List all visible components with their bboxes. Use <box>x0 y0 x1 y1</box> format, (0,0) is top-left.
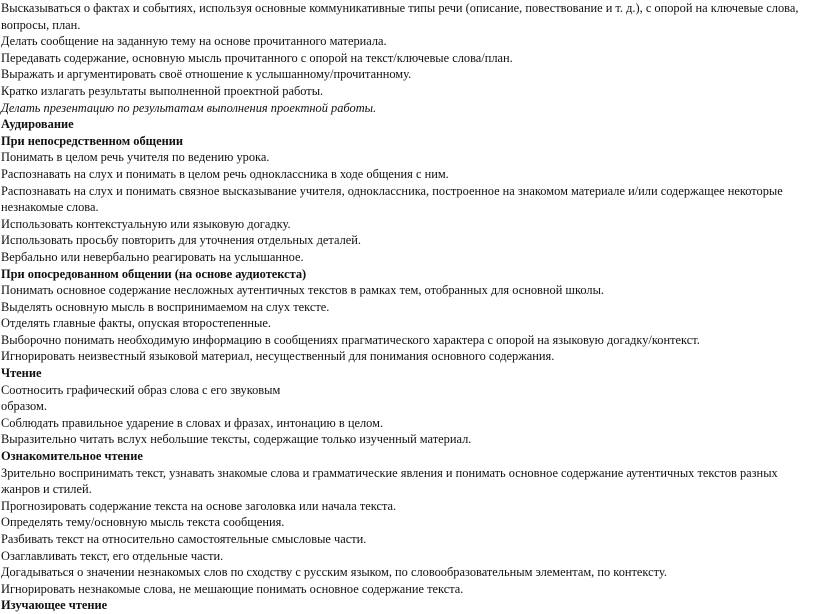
subheading-mediated-communication: При опосредованном общении (на основе аудиотекста) <box>1 266 307 281</box>
text-line-describe-facts: Высказываться о фактах и событиях, используя основные коммуникативные типы речи (описание, повествование и т. д.), с опорой на ключевые слова, вопросы, план. <box>1 1 799 32</box>
text-line-visual-perception: Зрительно воспринимать текст, узнавать знакомые слова и грамматические явления и понимать основное содержание аутентичных текстов разных жанров и стилей. <box>1 465 778 497</box>
text-line-make-report: Делать сообщение на заданную тему на основе прочитанного материала. <box>1 34 387 49</box>
subheading-skimming-reading: Ознакомительное чтение <box>1 449 143 464</box>
text-line-predict-content: Прогнозировать содержание текста на основе заголовка или начала текста. <box>1 498 397 513</box>
text-line-express-attitude: Выражать и аргументировать своё отношение к услышанному/прочитанному. <box>1 67 412 82</box>
text-line-split-text: Разбивать текст на относительно самостоятельные смысловые части. <box>1 532 367 546</box>
text-line-ignore-unknown: Игнорировать неизвестный языковой материал, несущественный для понимания основного содержания. <box>1 349 555 364</box>
text-line-coherent-statement: Распознавать на слух и понимать связное высказывание учителя, одноклассника, построенное на знакомом материале и/или содержащее некоторые незнакомые слова. <box>1 183 783 215</box>
text-line-teacher-speech: Понимать в целом речь учителя по ведению урока. <box>1 150 270 165</box>
text-line-graphic-image: Соотносить графический образ слова с его звуковым <box>1 382 281 397</box>
text-line-stress-intonation: Соблюдать правильное ударение в словах и фразах, интонацию в целом. <box>1 415 384 430</box>
text-line-title-text: Озаглавливать текст, его отдельные части. <box>1 548 224 563</box>
text-line-selective-understanding: Выборочно понимать необходимую информацию в сообщениях прагматического характера с опорой на языковую догадку/контекст. <box>1 332 700 347</box>
text-line-determine-topic: Определять тему/основную мысль текста сообщения. <box>1 515 285 530</box>
text-line-react-verbally: Вербально или невербально реагировать на услышанное. <box>1 249 304 264</box>
section-heading-reading: Чтение <box>1 366 42 381</box>
subheading-intensive-reading: Изучающее чтение <box>1 598 108 613</box>
text-line-contextual-guess: Использовать контекстуальную или языковую догадку. <box>1 216 291 231</box>
subheading-direct-communication: При непосредственном общении <box>1 133 184 148</box>
text-line-graphic-image-cont: образом. <box>1 399 47 414</box>
text-line-main-idea: Выделять основную мысль в воспринимаемом на слух тексте. <box>1 299 330 314</box>
text-line-main-facts: Отделять главные факты, опуская второстепенные. <box>1 316 271 331</box>
text-line-read-aloud: Выразительно читать вслух небольшие тексты, содержащие только изученный материал. <box>1 432 472 447</box>
text-line-authentic-texts: Понимать основное содержание несложных аутентичных текстов в рамках тем, отобранных для основной школы. <box>1 283 604 298</box>
text-line-classmate-speech: Распознавать на слух и понимать в целом речь одноклассника в ходе общения с ним. <box>1 166 449 181</box>
text-line-presentation: Делать презентацию по результатам выполнения проектной работы. <box>1 100 377 115</box>
text-line-ignore-words: Игнорировать незнакомые слова, не мешающие понимать основное содержание текста. <box>1 581 464 596</box>
text-line-project-results: Кратко излагать результаты выполненной проектной работы. <box>1 83 324 98</box>
text-line-convey-content: Передавать содержание, основную мысль прочитанного с опорой на текст/ключевые слова/план. <box>1 50 513 65</box>
section-heading-listening: Аудирование <box>1 117 74 132</box>
text-line-ask-repeat: Использовать просьбу повторить для уточнения отдельных деталей. <box>1 233 361 248</box>
text-line-guess-meaning: Догадываться о значении незнакомых слов по сходству с русским языком, по словообразовательным элементам, по контексту. <box>1 565 667 580</box>
